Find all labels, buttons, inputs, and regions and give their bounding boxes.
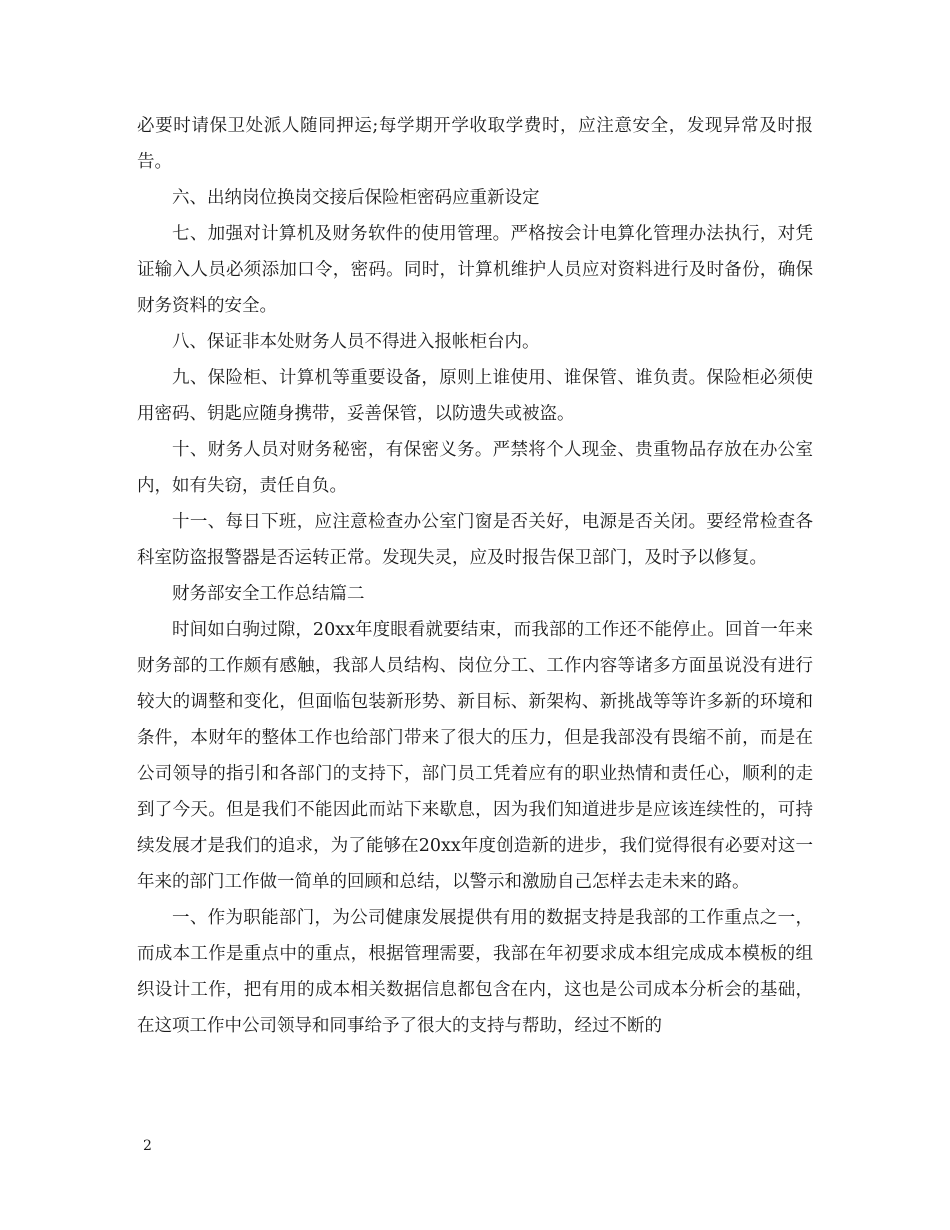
document-body [137,108,813,1044]
paragraph-2: 六、出纳岗位换岗交接后保险柜密码应重新设定 [172,188,540,208]
paragraph-7: 十一、每日下班，应注意检查办公室门窗是否关好，电源是否关闭。要经常检查各科室防盗报警器是否运转正常。发现失灵，应及时报告保卫部门，及时予以修复。 [137,512,813,568]
page-number: 2 [143,1138,152,1154]
paragraph-4: 八、保证非本处财务人员不得进入报帐柜台内。 [172,332,540,352]
section-heading: 财务部安全工作总结篇二 [172,584,365,604]
paragraph-6: 十、财务人员对财务秘密，有保密义务。严禁将个人现金、贵重物品存放在办公室内，如有失窃，责任自负。 [137,440,813,496]
paragraph-9: 一、作为职能部门，为公司健康发展提供有用的数据支持是我部的工作重点之一，而成本工作是重点中的重点，根据管理需要，我部在年初要求成本组完成成本模板的组织设计工作，把有用的成本相关数据信息都包含在内，这也是公司成本分析会的基础，在这项工作中公司领导和同事给予了很大的支持与帮助，经过不断的 [137,908,813,1036]
paragraph-5: 九、保险柜、计算机等重要设备，原则上谁使用、谁保管、谁负责。保险柜必须使用密码、钥匙应随身携带，妥善保管，以防遗失或被盗。 [137,368,813,424]
paragraph-3: 七、加强对计算机及财务软件的使用管理。严格按会计电算化管理办法执行，对凭证输入人员必须添加口令，密码。同时，计算机维护人员应对资料进行及时备份，确保财务资料的安全。 [137,224,813,316]
paragraph-1: 必要时请保卫处派人随同押运;每学期开学收取学费时，应注意安全，发现异常及时报告。 [137,116,813,172]
paragraph-8: 时间如白驹过隙，20xx年度眼看就要结束，而我部的工作还不能停止。回首一年来财务部的工作颇有感触，我部人员结构、岗位分工、工作内容等诸多方面虽说没有进行较大的调整和变化，但面临包装新形势、新目标、新架构、新挑战等等许多新的环境和条件，本财年的整体工作也给部门带来了很大的压力，但是我部没有畏缩不前，而是在公司领导的指引和各部门的支持下，部门员工凭着应有的职业热情和责任心，顺利的走到了今天。但是我们不能因此而站下来歇息，因为我们知道进步是应该连续性的，可持续发展才是我们的追求，为了能够在20xx年度创造新的进步，我们觉得很有必要对这一年来的部门工作做一简单的回顾和总结，以警示和激励自己怎样去走未来的路。 [137,620,813,892]
